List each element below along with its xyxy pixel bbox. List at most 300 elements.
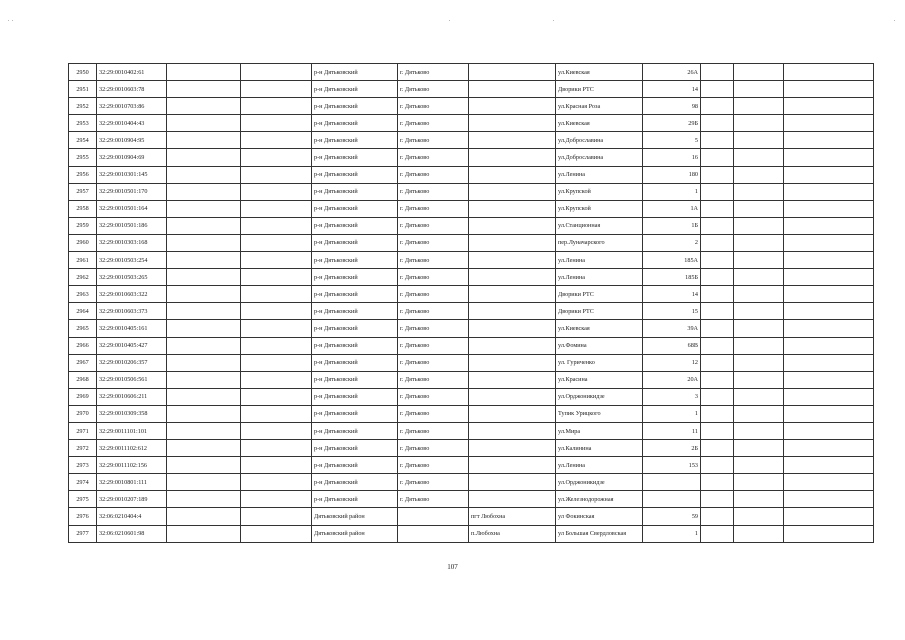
empty-cell xyxy=(701,422,734,439)
empty-cell xyxy=(241,388,312,405)
table-row xyxy=(69,64,874,81)
row-number-cell: 2967 xyxy=(69,354,97,371)
district-cell: р-н Дятьковский xyxy=(312,183,398,200)
empty-cell xyxy=(701,405,734,422)
settlement-cell xyxy=(469,98,556,115)
row-number-cell: 2966 xyxy=(69,337,97,354)
empty-cell xyxy=(167,200,241,217)
empty-cell xyxy=(167,286,241,303)
cadastral-number-cell: 32:29:0010501:170 xyxy=(97,183,167,200)
empty-cell xyxy=(701,440,734,457)
city-cell: г. Дятьково xyxy=(398,132,469,149)
house-number-cell: 1 xyxy=(643,405,701,422)
street-cell: ул.Красная Роза xyxy=(556,98,643,115)
empty-cell xyxy=(784,149,874,166)
empty-cell xyxy=(241,303,312,320)
empty-cell xyxy=(167,252,241,269)
empty-cell xyxy=(784,286,874,303)
row-number-cell: 2971 xyxy=(69,422,97,439)
row-number-cell: 2972 xyxy=(69,440,97,457)
table-row xyxy=(69,252,874,269)
row-number-cell: 2950 xyxy=(69,64,97,81)
street-cell: Дворики РТС xyxy=(556,303,643,320)
row-number-cell: 2970 xyxy=(69,405,97,422)
house-number-cell: 20А xyxy=(643,371,701,388)
empty-cell xyxy=(734,217,784,234)
table-row xyxy=(69,234,874,251)
house-number-cell: 153 xyxy=(643,457,701,474)
empty-cell xyxy=(167,405,241,422)
scan-speck xyxy=(894,20,895,21)
empty-cell xyxy=(241,149,312,166)
table-row xyxy=(69,217,874,234)
empty-cell xyxy=(734,115,784,132)
empty-cell xyxy=(784,474,874,491)
empty-cell xyxy=(734,149,784,166)
empty-cell xyxy=(701,337,734,354)
house-number-cell: 14 xyxy=(643,286,701,303)
settlement-cell xyxy=(469,371,556,388)
district-cell: р-н Дятьковский xyxy=(312,422,398,439)
settlement-cell: пгт Любохна xyxy=(469,508,556,525)
city-cell: г. Дятьково xyxy=(398,252,469,269)
empty-cell xyxy=(701,491,734,508)
street-cell: пер.Луначарского xyxy=(556,234,643,251)
street-cell: Дворики РТС xyxy=(556,81,643,98)
empty-cell xyxy=(734,422,784,439)
cadastral-number-cell: 32:29:0010506:561 xyxy=(97,371,167,388)
empty-cell xyxy=(167,371,241,388)
table-row xyxy=(69,440,874,457)
city-cell xyxy=(398,508,469,525)
district-cell: р-н Дятьковский xyxy=(312,354,398,371)
empty-cell xyxy=(734,98,784,115)
row-number-cell: 2955 xyxy=(69,149,97,166)
table-row xyxy=(69,183,874,200)
empty-cell xyxy=(701,457,734,474)
empty-cell xyxy=(241,81,312,98)
cadastral-number-cell: 32:29:0010405:161 xyxy=(97,320,167,337)
house-number-cell: 29Б xyxy=(643,115,701,132)
empty-cell xyxy=(167,337,241,354)
settlement-cell xyxy=(469,234,556,251)
street-cell: ул.Крупской xyxy=(556,183,643,200)
city-cell: г. Дятьково xyxy=(398,234,469,251)
table-row xyxy=(69,337,874,354)
scan-speck xyxy=(553,20,554,21)
table-row xyxy=(69,354,874,371)
row-number-cell: 2958 xyxy=(69,200,97,217)
table-row xyxy=(69,149,874,166)
empty-cell xyxy=(734,371,784,388)
street-cell: ул.Ленина xyxy=(556,166,643,183)
city-cell: г. Дятьково xyxy=(398,337,469,354)
empty-cell xyxy=(167,81,241,98)
empty-cell xyxy=(734,491,784,508)
city-cell: г. Дятьково xyxy=(398,303,469,320)
empty-cell xyxy=(167,491,241,508)
empty-cell xyxy=(241,115,312,132)
house-number-cell: 68В xyxy=(643,337,701,354)
empty-cell xyxy=(734,252,784,269)
settlement-cell xyxy=(469,166,556,183)
empty-cell xyxy=(167,508,241,525)
row-number-cell: 2973 xyxy=(69,457,97,474)
cadastral-number-cell: 32:29:0011102:612 xyxy=(97,440,167,457)
city-cell: г. Дятьково xyxy=(398,183,469,200)
empty-cell xyxy=(784,166,874,183)
empty-cell xyxy=(734,303,784,320)
row-number-cell: 2977 xyxy=(69,525,97,542)
settlement-cell xyxy=(469,337,556,354)
district-cell: р-н Дятьковский xyxy=(312,81,398,98)
settlement-cell xyxy=(469,132,556,149)
settlement-cell xyxy=(469,269,556,286)
street-cell: Тупик Урицкого xyxy=(556,405,643,422)
house-number-cell xyxy=(643,491,701,508)
city-cell: г. Дятьково xyxy=(398,474,469,491)
district-cell: р-н Дятьковский xyxy=(312,371,398,388)
cadastral-number-cell: 32:29:0010303:168 xyxy=(97,234,167,251)
district-cell: р-н Дятьковский xyxy=(312,217,398,234)
row-number-cell: 2962 xyxy=(69,269,97,286)
empty-cell xyxy=(241,337,312,354)
row-number-cell: 2964 xyxy=(69,303,97,320)
city-cell xyxy=(398,525,469,542)
empty-cell xyxy=(701,269,734,286)
settlement-cell xyxy=(469,440,556,457)
empty-cell xyxy=(784,525,874,542)
empty-cell xyxy=(734,405,784,422)
table-row xyxy=(69,422,874,439)
city-cell: г. Дятьково xyxy=(398,81,469,98)
house-number-cell: 1 xyxy=(643,525,701,542)
cadastral-number-cell: 32:29:0010603:78 xyxy=(97,81,167,98)
empty-cell xyxy=(241,200,312,217)
empty-cell xyxy=(734,200,784,217)
house-number-cell: 15 xyxy=(643,303,701,320)
empty-cell xyxy=(734,525,784,542)
settlement-cell xyxy=(469,354,556,371)
street-cell: ул.Станционная xyxy=(556,217,643,234)
settlement-cell xyxy=(469,303,556,320)
street-cell: ул.Мира xyxy=(556,422,643,439)
settlement-cell xyxy=(469,388,556,405)
cadastral-number-cell: 32:29:0010606:211 xyxy=(97,388,167,405)
row-number-cell: 2959 xyxy=(69,217,97,234)
empty-cell xyxy=(734,354,784,371)
empty-cell xyxy=(167,115,241,132)
row-number-cell: 2952 xyxy=(69,98,97,115)
city-cell: г. Дятьково xyxy=(398,149,469,166)
table-row xyxy=(69,286,874,303)
table-row xyxy=(69,320,874,337)
empty-cell xyxy=(241,525,312,542)
house-number-cell: 185А xyxy=(643,252,701,269)
empty-cell xyxy=(241,64,312,81)
row-number-cell: 2965 xyxy=(69,320,97,337)
house-number-cell: 5 xyxy=(643,132,701,149)
table-row xyxy=(69,508,874,525)
house-number-cell: 16 xyxy=(643,149,701,166)
empty-cell xyxy=(241,354,312,371)
district-cell: р-н Дятьковский xyxy=(312,440,398,457)
street-cell: ул.Киевская xyxy=(556,320,643,337)
empty-cell xyxy=(734,320,784,337)
empty-cell xyxy=(784,491,874,508)
row-number-cell: 2974 xyxy=(69,474,97,491)
empty-cell xyxy=(701,303,734,320)
table-row xyxy=(69,200,874,217)
district-cell: р-н Дятьковский xyxy=(312,64,398,81)
city-cell: г. Дятьково xyxy=(398,354,469,371)
street-cell: ул.Ленина xyxy=(556,252,643,269)
cadastral-number-cell: 32:29:0010703:86 xyxy=(97,98,167,115)
street-cell: ул.Орджоникидзе xyxy=(556,388,643,405)
settlement-cell xyxy=(469,149,556,166)
cadastral-number-cell: 32:29:0010801:111 xyxy=(97,474,167,491)
empty-cell xyxy=(784,405,874,422)
empty-cell xyxy=(701,98,734,115)
house-number-cell: 3 xyxy=(643,388,701,405)
cadastral-number-cell: 32:29:0010404:43 xyxy=(97,115,167,132)
table-row xyxy=(69,269,874,286)
settlement-cell xyxy=(469,474,556,491)
district-cell: р-н Дятьковский xyxy=(312,269,398,286)
row-number-cell: 2951 xyxy=(69,81,97,98)
empty-cell xyxy=(784,508,874,525)
scan-speck xyxy=(12,20,13,21)
district-cell: р-н Дятьковский xyxy=(312,286,398,303)
empty-cell xyxy=(734,508,784,525)
empty-cell xyxy=(701,217,734,234)
house-number-cell: 1 xyxy=(643,183,701,200)
city-cell: г. Дятьково xyxy=(398,457,469,474)
empty-cell xyxy=(167,64,241,81)
cadastral-number-cell: 32:29:0010501:164 xyxy=(97,200,167,217)
cadastral-number-cell: 32:29:0011102:156 xyxy=(97,457,167,474)
empty-cell xyxy=(784,371,874,388)
empty-cell xyxy=(784,217,874,234)
empty-cell xyxy=(241,508,312,525)
empty-cell xyxy=(241,491,312,508)
empty-cell xyxy=(784,98,874,115)
settlement-cell xyxy=(469,286,556,303)
city-cell: г. Дятьково xyxy=(398,286,469,303)
district-cell: р-н Дятьковский xyxy=(312,234,398,251)
city-cell: г. Дятьково xyxy=(398,491,469,508)
table-row xyxy=(69,525,874,542)
house-number-cell: 1Б xyxy=(643,217,701,234)
cadastral-number-cell: 32:06:0210601:98 xyxy=(97,525,167,542)
district-cell: Дятьковский район xyxy=(312,525,398,542)
street-cell: ул. Гуриченко xyxy=(556,354,643,371)
city-cell: г. Дятьково xyxy=(398,388,469,405)
empty-cell xyxy=(241,371,312,388)
cadastral-number-cell: 32:29:0010603:373 xyxy=(97,303,167,320)
city-cell: г. Дятьково xyxy=(398,371,469,388)
empty-cell xyxy=(701,508,734,525)
empty-cell xyxy=(734,269,784,286)
empty-cell xyxy=(784,234,874,251)
empty-cell xyxy=(701,252,734,269)
empty-cell xyxy=(701,474,734,491)
house-number-cell: 98 xyxy=(643,98,701,115)
house-number-cell: 2Б xyxy=(643,440,701,457)
table-row xyxy=(69,166,874,183)
city-cell: г. Дятьково xyxy=(398,200,469,217)
street-cell: ул.Доброславина xyxy=(556,149,643,166)
empty-cell xyxy=(701,525,734,542)
empty-cell xyxy=(734,183,784,200)
table-row xyxy=(69,81,874,98)
empty-cell xyxy=(734,474,784,491)
empty-cell xyxy=(784,388,874,405)
street-cell: ул Большая Свердловская xyxy=(556,525,643,542)
settlement-cell xyxy=(469,405,556,422)
settlement-cell xyxy=(469,252,556,269)
empty-cell xyxy=(784,320,874,337)
cadastral-number-cell: 32:29:0010501:186 xyxy=(97,217,167,234)
city-cell: г. Дятьково xyxy=(398,269,469,286)
empty-cell xyxy=(784,303,874,320)
empty-cell xyxy=(701,388,734,405)
empty-cell xyxy=(784,422,874,439)
empty-cell xyxy=(784,115,874,132)
page-number: 107 xyxy=(447,563,458,571)
settlement-cell xyxy=(469,183,556,200)
empty-cell xyxy=(167,422,241,439)
empty-cell xyxy=(701,320,734,337)
empty-cell xyxy=(734,440,784,457)
empty-cell xyxy=(241,234,312,251)
district-cell: р-н Дятьковский xyxy=(312,405,398,422)
city-cell: г. Дятьково xyxy=(398,320,469,337)
cadastral-number-cell: 32:29:0010904:95 xyxy=(97,132,167,149)
empty-cell xyxy=(241,98,312,115)
street-cell: Дворики РТС xyxy=(556,286,643,303)
empty-cell xyxy=(167,149,241,166)
empty-cell xyxy=(701,286,734,303)
empty-cell xyxy=(784,440,874,457)
district-cell: р-н Дятьковский xyxy=(312,320,398,337)
empty-cell xyxy=(167,269,241,286)
row-number-cell: 2957 xyxy=(69,183,97,200)
settlement-cell xyxy=(469,320,556,337)
empty-cell xyxy=(784,200,874,217)
empty-cell xyxy=(784,337,874,354)
empty-cell xyxy=(241,132,312,149)
settlement-cell xyxy=(469,457,556,474)
row-number-cell: 2961 xyxy=(69,252,97,269)
district-cell: р-н Дятьковский xyxy=(312,115,398,132)
empty-cell xyxy=(241,457,312,474)
district-cell: р-н Дятьковский xyxy=(312,337,398,354)
empty-cell xyxy=(241,405,312,422)
settlement-cell: п.Любохна xyxy=(469,525,556,542)
district-cell: р-н Дятьковский xyxy=(312,252,398,269)
row-number-cell: 2969 xyxy=(69,388,97,405)
empty-cell xyxy=(701,64,734,81)
empty-cell xyxy=(734,81,784,98)
cadastral-number-cell: 32:29:0010402:61 xyxy=(97,64,167,81)
house-number-cell: 26А xyxy=(643,64,701,81)
cadastral-number-cell: 32:06:0210404:4 xyxy=(97,508,167,525)
street-cell: ул.Ленина xyxy=(556,269,643,286)
empty-cell xyxy=(701,183,734,200)
empty-cell xyxy=(241,320,312,337)
street-cell: ул.Красина xyxy=(556,371,643,388)
empty-cell xyxy=(701,81,734,98)
settlement-cell xyxy=(469,200,556,217)
house-number-cell: 12 xyxy=(643,354,701,371)
house-number-cell: 185Б xyxy=(643,269,701,286)
empty-cell xyxy=(167,166,241,183)
empty-cell xyxy=(701,132,734,149)
street-cell: ул.Калинина xyxy=(556,440,643,457)
street-cell: ул.Орджоникидзе xyxy=(556,474,643,491)
cadastral-number-cell: 32:29:0010207:189 xyxy=(97,491,167,508)
row-number-cell: 2976 xyxy=(69,508,97,525)
city-cell: г. Дятьково xyxy=(398,98,469,115)
empty-cell xyxy=(241,166,312,183)
cadastral-number-cell: 32:29:0010309:358 xyxy=(97,405,167,422)
cadastral-number-cell: 32:29:0010503:254 xyxy=(97,252,167,269)
street-cell: ул.Крупской xyxy=(556,200,643,217)
district-cell: р-н Дятьковский xyxy=(312,132,398,149)
street-cell: ул Фокинская xyxy=(556,508,643,525)
district-cell: р-н Дятьковский xyxy=(312,474,398,491)
empty-cell xyxy=(167,474,241,491)
empty-cell xyxy=(167,354,241,371)
empty-cell xyxy=(784,81,874,98)
empty-cell xyxy=(784,183,874,200)
district-cell: р-н Дятьковский xyxy=(312,98,398,115)
empty-cell xyxy=(784,252,874,269)
empty-cell xyxy=(167,388,241,405)
city-cell: г. Дятьково xyxy=(398,115,469,132)
street-cell: ул.Фомина xyxy=(556,337,643,354)
settlement-cell xyxy=(469,217,556,234)
house-number-cell: 39А xyxy=(643,320,701,337)
row-number-cell: 2963 xyxy=(69,286,97,303)
empty-cell xyxy=(734,286,784,303)
empty-cell xyxy=(701,200,734,217)
empty-cell xyxy=(701,166,734,183)
cadastral-number-cell: 32:29:0010301:145 xyxy=(97,166,167,183)
table-row xyxy=(69,132,874,149)
empty-cell xyxy=(784,269,874,286)
street-cell: ул.Доброславина xyxy=(556,132,643,149)
city-cell: г. Дятьково xyxy=(398,405,469,422)
street-cell: ул.Железнодорожная xyxy=(556,491,643,508)
row-number-cell: 2960 xyxy=(69,234,97,251)
empty-cell xyxy=(241,217,312,234)
empty-cell xyxy=(784,354,874,371)
city-cell: г. Дятьково xyxy=(398,166,469,183)
empty-cell xyxy=(241,422,312,439)
table-row xyxy=(69,474,874,491)
house-number-cell: 59 xyxy=(643,508,701,525)
district-cell: р-н Дятьковский xyxy=(312,303,398,320)
empty-cell xyxy=(784,457,874,474)
cadastral-number-cell: 32:29:0010503:265 xyxy=(97,269,167,286)
settlement-cell xyxy=(469,422,556,439)
empty-cell xyxy=(241,440,312,457)
house-number-cell: 2 xyxy=(643,234,701,251)
district-cell: р-н Дятьковский xyxy=(312,388,398,405)
empty-cell xyxy=(701,234,734,251)
